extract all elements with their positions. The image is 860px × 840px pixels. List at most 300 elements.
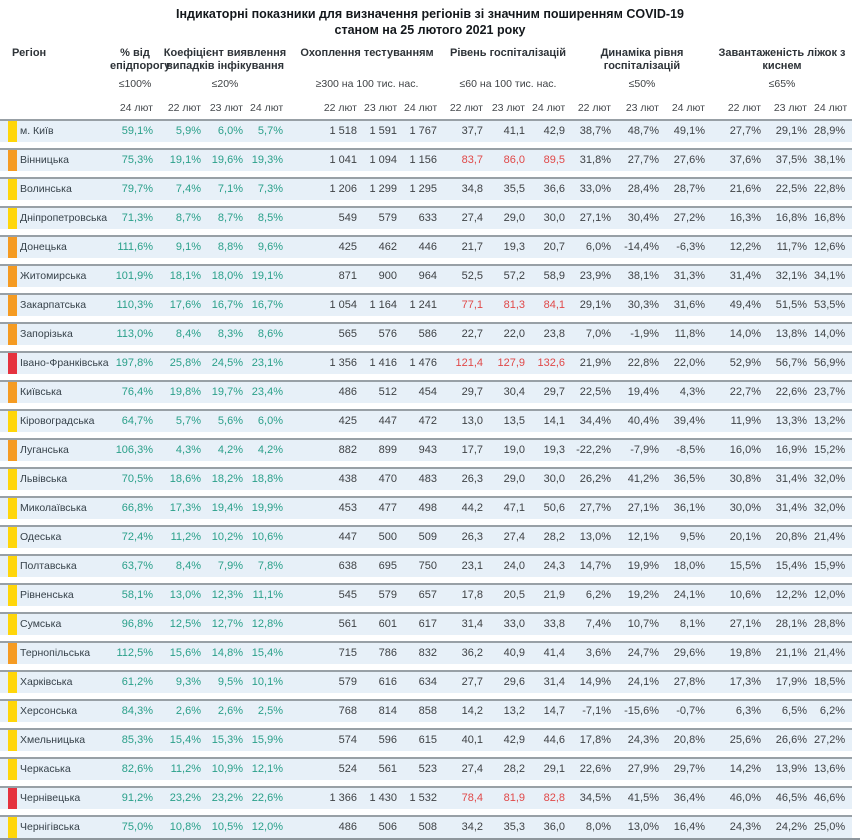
detection-coefficient-value: 23,2% (169, 792, 201, 804)
detection-coefficient-value: 18,1% (169, 270, 201, 282)
hospitalization-level-value: 37,7 (461, 125, 483, 137)
hospitalization-dynamics-value: 34,4% (579, 415, 611, 427)
table-row (0, 235, 852, 258)
detection-coefficient-value: 6,0% (257, 415, 283, 427)
oxygen-beds-occupancy-value: 24,2% (775, 821, 807, 833)
region-name: Івано-Франківська (20, 357, 109, 369)
table-header-dates (0, 102, 852, 114)
testing-coverage-value: 1 767 (409, 125, 437, 137)
hospitalization-level-value: 44,2 (461, 502, 483, 514)
region-name: Черкаська (20, 763, 71, 775)
hospitalization-dynamics-value: 10,7% (627, 618, 659, 630)
testing-coverage-value: 486 (338, 821, 357, 833)
threshold-dynamics: ≤50% (628, 78, 656, 90)
detection-coefficient-value: 7,4% (175, 183, 201, 195)
detection-coefficient-value: 7,3% (257, 183, 283, 195)
detection-coefficient-value: 15,4% (169, 734, 201, 746)
hospitalization-dynamics-value: 22,5% (579, 386, 611, 398)
hospitalization-dynamics-value: 28,4% (627, 183, 659, 195)
oxygen-beds-occupancy-value: 22,5% (775, 183, 807, 195)
column-header-testing-coverage: Охоплення тестуванням (300, 47, 434, 59)
hospitalization-dynamics-value: 6,2% (585, 589, 611, 601)
detection-coefficient-value: 17,3% (169, 502, 201, 514)
region-name: Полтавська (20, 560, 77, 572)
hospitalization-level-value: 19,3 (543, 444, 565, 456)
testing-coverage-value: 512 (378, 386, 397, 398)
detection-coefficient-value: 2,5% (257, 705, 283, 717)
table-row (0, 438, 852, 461)
detection-coefficient-value: 24,5% (211, 357, 243, 369)
oxygen-beds-occupancy-value: 27,2% (814, 734, 846, 746)
status-marker-cell (0, 672, 18, 693)
status-marker-cell (0, 817, 18, 838)
region-name: Чернівецька (20, 792, 81, 804)
hospitalization-level-value: 13,0 (461, 415, 483, 427)
detection-coefficient-value: 9,5% (217, 676, 243, 688)
status-marker-yellow (8, 121, 17, 142)
hospitalization-dynamics-value: 24,1% (627, 676, 659, 688)
epid-threshold-value: 76,4% (121, 386, 153, 398)
testing-coverage-value: 447 (378, 415, 397, 427)
hospitalization-dynamics-value: -0,7% (676, 705, 705, 717)
status-marker-orange (8, 237, 17, 258)
threshold-epid: ≤100% (118, 78, 152, 90)
testing-coverage-value: 1 430 (369, 792, 397, 804)
region-name: Харківська (20, 676, 73, 688)
status-marker-cell (0, 440, 18, 461)
testing-coverage-value: 832 (418, 647, 437, 659)
detection-coefficient-value: 9,3% (175, 676, 201, 688)
detection-coefficient-value: 12,7% (211, 618, 243, 630)
oxygen-beds-occupancy-value: 32,1% (775, 270, 807, 282)
epid-threshold-value: 61,2% (121, 676, 153, 688)
epid-threshold-value: 112,5% (116, 647, 153, 659)
oxygen-beds-occupancy-value: 53,5% (814, 299, 846, 311)
testing-coverage-value: 586 (418, 328, 437, 340)
oxygen-beds-occupancy-value: 30,0% (729, 502, 761, 514)
testing-coverage-value: 814 (378, 705, 397, 717)
region-name: Миколаївська (20, 502, 87, 514)
testing-coverage-value: 657 (418, 589, 437, 601)
hospitalization-level-value: 29,7 (461, 386, 483, 398)
status-marker-cell (0, 179, 18, 200)
testing-coverage-value: 1 532 (409, 792, 437, 804)
hospitalization-dynamics-value: 26,2% (579, 473, 611, 485)
table-row (0, 496, 852, 519)
testing-coverage-value: 1 206 (329, 183, 357, 195)
status-marker-yellow (8, 411, 17, 432)
detection-coefficient-value: 14,8% (211, 647, 243, 659)
hospitalization-level-value: 22,7 (461, 328, 483, 340)
testing-coverage-value: 425 (338, 241, 357, 253)
status-marker-cell (0, 788, 18, 809)
hospitalization-dynamics-value: 27,7% (627, 154, 659, 166)
oxygen-beds-occupancy-value: 14,2% (729, 763, 761, 775)
date-header: 22 лют (727, 102, 761, 114)
table-row (0, 525, 852, 548)
oxygen-beds-occupancy-value: 16,0% (729, 444, 761, 456)
hospitalization-level-value: 89,5 (543, 154, 565, 166)
testing-coverage-value: 899 (378, 444, 397, 456)
testing-coverage-value: 447 (338, 531, 357, 543)
hospitalization-dynamics-value: 27,1% (579, 212, 611, 224)
region-name: Тернопільська (20, 647, 91, 659)
hospitalization-dynamics-value: 14,7% (579, 560, 611, 572)
detection-coefficient-value: 18,6% (169, 473, 201, 485)
oxygen-beds-occupancy-value: 6,2% (819, 705, 845, 717)
oxygen-beds-occupancy-value: 20,1% (729, 531, 761, 543)
status-marker-cell (0, 353, 18, 374)
region-name: Сумська (20, 618, 62, 630)
oxygen-beds-occupancy-value: 21,1% (775, 647, 807, 659)
status-marker-cell (0, 614, 18, 635)
detection-coefficient-value: 22,6% (251, 792, 283, 804)
detection-coefficient-value: 19,9% (251, 502, 283, 514)
oxygen-beds-occupancy-value: 56,7% (775, 357, 807, 369)
testing-coverage-value: 425 (338, 415, 357, 427)
table-row (0, 119, 852, 142)
detection-coefficient-value: 19,8% (169, 386, 201, 398)
hospitalization-dynamics-value: -22,2% (576, 444, 611, 456)
table-row (0, 206, 852, 229)
hospitalization-level-value: 23,8 (543, 328, 565, 340)
oxygen-beds-occupancy-value: 20,8% (775, 531, 807, 543)
table-row (0, 757, 852, 780)
hospitalization-dynamics-value: 29,1% (579, 299, 611, 311)
testing-coverage-value: 768 (338, 705, 357, 717)
hospitalization-level-value: 84,1 (543, 299, 565, 311)
testing-coverage-value: 565 (338, 328, 357, 340)
status-marker-cell (0, 324, 18, 345)
testing-coverage-value: 1 416 (369, 357, 397, 369)
hospitalization-dynamics-value: 29,7% (673, 763, 705, 775)
hospitalization-level-value: 20,5 (503, 589, 525, 601)
oxygen-beds-occupancy-value: 15,9% (814, 560, 846, 572)
hospitalization-dynamics-value: 23,9% (579, 270, 611, 282)
hospitalization-dynamics-value: 19,4% (627, 386, 659, 398)
status-marker-red (8, 353, 17, 374)
date-header: 22 лют (323, 102, 357, 114)
detection-coefficient-value: 15,3% (211, 734, 243, 746)
detection-coefficient-value: 8,4% (175, 328, 201, 340)
table-row (0, 815, 852, 838)
testing-coverage-value: 508 (418, 821, 437, 833)
testing-coverage-value: 616 (378, 676, 397, 688)
oxygen-beds-occupancy-value: 11,9% (730, 415, 761, 427)
table-header-thresholds (0, 78, 852, 90)
testing-coverage-value: 438 (338, 473, 357, 485)
oxygen-beds-occupancy-value: 18,5% (814, 676, 846, 688)
oxygen-beds-occupancy-value: 23,7% (814, 386, 846, 398)
hospitalization-level-value: 78,4 (461, 792, 483, 804)
testing-coverage-value: 545 (338, 589, 357, 601)
testing-coverage-value: 638 (338, 560, 357, 572)
hospitalization-dynamics-value: 6,0% (585, 241, 611, 253)
detection-coefficient-value: 19,4% (211, 502, 243, 514)
hospitalization-dynamics-value: 41,5% (627, 792, 659, 804)
testing-coverage-value: 506 (378, 821, 397, 833)
hospitalization-level-value: 30,0 (543, 473, 565, 485)
region-name: Житомирська (20, 270, 87, 282)
hospitalization-level-value: 26,3 (461, 473, 483, 485)
epid-threshold-value: 113,0% (116, 328, 153, 340)
hospitalization-level-value: 34,2 (461, 821, 483, 833)
oxygen-beds-occupancy-value: 31,4% (775, 473, 807, 485)
hospitalization-level-value: 42,9 (543, 125, 565, 137)
oxygen-beds-occupancy-value: 12,0% (814, 589, 846, 601)
hospitalization-dynamics-value: 19,2% (627, 589, 659, 601)
testing-coverage-value: 1 591 (369, 125, 397, 137)
status-marker-cell (0, 585, 18, 606)
hospitalization-dynamics-value: -14,4% (624, 241, 659, 253)
column-header-region: Регіон (12, 47, 47, 59)
table-header-groups (0, 47, 852, 73)
status-marker-cell (0, 382, 18, 403)
date-header: 23 лют (625, 102, 659, 114)
testing-coverage-value: 486 (338, 386, 357, 398)
epid-threshold-value: 111,6% (117, 241, 153, 253)
hospitalization-dynamics-value: 18,0% (673, 560, 705, 572)
hospitalization-level-value: 29,6 (503, 676, 525, 688)
status-marker-cell (0, 556, 18, 577)
epid-threshold-value: 59,1% (121, 125, 153, 137)
column-header-hospitalization-level: Рівень госпіталізацій (450, 47, 566, 59)
testing-coverage-value: 1 241 (409, 299, 437, 311)
detection-coefficient-value: 10,5% (211, 821, 243, 833)
oxygen-beds-occupancy-value: 27,7% (729, 125, 761, 137)
date-header: 23 лют (364, 102, 398, 114)
region-name: Одеська (20, 531, 62, 543)
testing-coverage-value: 634 (418, 676, 437, 688)
oxygen-beds-occupancy-value: 19,8% (729, 647, 761, 659)
hospitalization-dynamics-value: 27,8% (673, 676, 705, 688)
testing-coverage-value: 561 (338, 618, 357, 630)
hospitalization-level-value: 81,9 (503, 792, 525, 804)
hospitalization-dynamics-value: 30,4% (627, 212, 659, 224)
hospitalization-level-value: 36,6 (543, 183, 565, 195)
status-marker-cell (0, 498, 18, 519)
status-marker-cell (0, 643, 18, 664)
oxygen-beds-occupancy-value: 12,6% (814, 241, 846, 253)
epid-threshold-value: 84,3% (121, 705, 153, 717)
hospitalization-dynamics-value: 31,8% (579, 154, 611, 166)
oxygen-beds-occupancy-value: 14,0% (729, 328, 761, 340)
hospitalization-dynamics-value: 28,7% (673, 183, 705, 195)
hospitalization-level-value: 13,2 (503, 705, 525, 717)
testing-coverage-value: 472 (418, 415, 437, 427)
oxygen-beds-occupancy-value: 25,6% (729, 734, 761, 746)
oxygen-beds-occupancy-value: 31,4% (729, 270, 761, 282)
hospitalization-dynamics-value: 14,9% (579, 676, 611, 688)
hospitalization-level-value: 19,0 (503, 444, 525, 456)
status-marker-cell (0, 730, 18, 751)
status-marker-cell (0, 527, 18, 548)
hospitalization-level-value: 29,1 (543, 763, 565, 775)
hospitalization-level-value: 127,9 (497, 357, 525, 369)
oxygen-beds-occupancy-value: 16,8% (814, 212, 846, 224)
testing-coverage-value: 1 041 (329, 154, 357, 166)
status-marker-orange (8, 643, 17, 664)
epid-threshold-value: 101,9% (115, 270, 153, 282)
testing-coverage-value: 1 156 (409, 154, 437, 166)
detection-coefficient-value: 16,7% (211, 299, 243, 311)
oxygen-beds-occupancy-value: 22,8% (814, 183, 846, 195)
date-header: 23 лют (209, 102, 243, 114)
detection-coefficient-value: 25,8% (169, 357, 201, 369)
date-header: 24 лют (814, 102, 848, 114)
region-name: Київська (20, 386, 62, 398)
testing-coverage-value: 1 054 (329, 299, 357, 311)
detection-coefficient-value: 8,7% (175, 212, 201, 224)
oxygen-beds-occupancy-value: 28,9% (814, 125, 846, 137)
testing-coverage-value: 470 (378, 473, 397, 485)
status-marker-cell (0, 266, 18, 287)
table-row (0, 351, 852, 374)
hospitalization-level-value: 41,1 (503, 125, 525, 137)
hospitalization-level-value: 50,6 (543, 502, 565, 514)
hospitalization-dynamics-value: 31,6% (673, 299, 705, 311)
testing-coverage-value: 615 (418, 734, 437, 746)
hospitalization-dynamics-value: 31,3% (673, 270, 705, 282)
hospitalization-dynamics-value: -6,3% (676, 241, 705, 253)
hospitalization-level-value: 44,6 (543, 734, 565, 746)
oxygen-beds-occupancy-value: 21,4% (814, 531, 846, 543)
hospitalization-dynamics-value: 34,5% (579, 792, 611, 804)
detection-coefficient-value: 15,9% (251, 734, 283, 746)
status-marker-yellow (8, 672, 17, 693)
threshold-coefficient: ≤20% (211, 78, 239, 90)
date-header: 24 лют (250, 102, 284, 114)
status-marker-cell (0, 469, 18, 490)
threshold-testing: ≥300 на 100 тис. нас. (315, 78, 419, 90)
hospitalization-level-value: 42,9 (503, 734, 525, 746)
detection-coefficient-value: 11,1% (252, 589, 283, 601)
hospitalization-level-value: 86,0 (503, 154, 525, 166)
status-marker-yellow (8, 759, 17, 780)
testing-coverage-value: 579 (378, 212, 397, 224)
hospitalization-level-value: 52,5 (461, 270, 483, 282)
hospitalization-dynamics-value: 40,4% (627, 415, 659, 427)
oxygen-beds-occupancy-value: 37,6% (729, 154, 761, 166)
threshold-hospitalization: ≤60 на 100 тис. нас. (459, 78, 557, 90)
oxygen-beds-occupancy-value: 37,5% (775, 154, 807, 166)
detection-coefficient-value: 12,0% (251, 821, 283, 833)
testing-coverage-value: 596 (378, 734, 397, 746)
testing-coverage-value: 462 (378, 241, 397, 253)
hospitalization-dynamics-value: 19,9% (627, 560, 659, 572)
column-header-hospitalization-dynamics: Динаміка рівня госпіталізацій (600, 47, 684, 72)
testing-coverage-value: 601 (378, 618, 397, 630)
date-header: 24 лют (404, 102, 438, 114)
oxygen-beds-occupancy-value: 16,3% (729, 212, 761, 224)
status-marker-yellow (8, 817, 17, 838)
hospitalization-level-value: 24,0 (503, 560, 525, 572)
hospitalization-dynamics-value: 8,0% (585, 821, 611, 833)
hospitalization-dynamics-value: -1,9% (630, 328, 659, 340)
hospitalization-level-value: 82,8 (543, 792, 565, 804)
status-marker-orange (8, 324, 17, 345)
status-marker-yellow (8, 179, 17, 200)
detection-coefficient-value: 5,7% (257, 125, 283, 137)
status-marker-orange (8, 295, 17, 316)
detection-coefficient-value: 23,4% (251, 386, 283, 398)
testing-coverage-value: 1 366 (329, 792, 357, 804)
table-row (0, 554, 852, 577)
detection-coefficient-value: 7,8% (257, 560, 283, 572)
testing-coverage-value: 576 (378, 328, 397, 340)
oxygen-beds-occupancy-value: 49,4% (729, 299, 761, 311)
testing-coverage-value: 1 295 (409, 183, 437, 195)
oxygen-beds-occupancy-value: 25,0% (814, 821, 846, 833)
epid-threshold-value: 70,5% (121, 473, 153, 485)
oxygen-beds-occupancy-value: 17,9% (775, 676, 807, 688)
hospitalization-level-value: 27,4 (461, 212, 483, 224)
testing-coverage-value: 871 (338, 270, 357, 282)
hospitalization-level-value: 77,1 (461, 299, 483, 311)
testing-coverage-value: 1 299 (369, 183, 397, 195)
testing-coverage-value: 549 (338, 212, 357, 224)
testing-coverage-value: 453 (338, 502, 357, 514)
hospitalization-dynamics-value: 9,5% (679, 531, 705, 543)
hospitalization-level-value: 14,1 (543, 415, 565, 427)
hospitalization-level-value: 40,9 (503, 647, 525, 659)
hospitalization-level-value: 81,3 (503, 299, 525, 311)
hospitalization-level-value: 31,4 (461, 618, 483, 630)
hospitalization-level-value: 24,3 (543, 560, 565, 572)
detection-coefficient-value: 10,8% (169, 821, 201, 833)
testing-coverage-value: 509 (418, 531, 437, 543)
hospitalization-level-value: 28,2 (503, 763, 525, 775)
detection-coefficient-value: 19,1% (169, 154, 201, 166)
hospitalization-dynamics-value: 22,6% (579, 763, 611, 775)
detection-coefficient-value: 8,6% (257, 328, 283, 340)
oxygen-beds-occupancy-value: 31,4% (775, 502, 807, 514)
detection-coefficient-value: 2,6% (217, 705, 243, 717)
oxygen-beds-occupancy-value: 6,3% (735, 705, 761, 717)
hospitalization-level-value: 22,0 (503, 328, 525, 340)
hospitalization-dynamics-value: -7,1% (582, 705, 611, 717)
oxygen-beds-occupancy-value: 46,0% (729, 792, 761, 804)
oxygen-beds-occupancy-value: 21,4% (814, 647, 846, 659)
testing-coverage-value: 633 (418, 212, 437, 224)
oxygen-beds-occupancy-value: 11,7% (776, 241, 807, 253)
hospitalization-level-value: 47,1 (503, 502, 525, 514)
detection-coefficient-value: 5,9% (175, 125, 201, 137)
oxygen-beds-occupancy-value: 6,5% (781, 705, 807, 717)
status-marker-yellow (8, 527, 17, 548)
oxygen-beds-occupancy-value: 22,6% (775, 386, 807, 398)
epid-threshold-value: 82,6% (121, 763, 153, 775)
detection-coefficient-value: 15,4% (251, 647, 283, 659)
detection-coefficient-value: 19,6% (211, 154, 243, 166)
status-marker-cell (0, 295, 18, 316)
hospitalization-dynamics-value: 27,1% (627, 502, 659, 514)
hospitalization-dynamics-value: 49,1% (673, 125, 705, 137)
oxygen-beds-occupancy-value: 32,0% (814, 502, 846, 514)
testing-coverage-value: 477 (378, 502, 397, 514)
testing-coverage-value: 500 (378, 531, 397, 543)
hospitalization-dynamics-value: 24,1% (673, 589, 705, 601)
status-marker-yellow (8, 701, 17, 722)
hospitalization-level-value: 121,4 (455, 357, 483, 369)
table-row (0, 148, 852, 171)
testing-coverage-value: 882 (338, 444, 357, 456)
detection-coefficient-value: 8,5% (257, 212, 283, 224)
oxygen-beds-occupancy-value: 16,8% (775, 212, 807, 224)
detection-coefficient-value: 9,1% (175, 241, 201, 253)
oxygen-beds-occupancy-value: 34,1% (814, 270, 846, 282)
hospitalization-level-value: 83,7 (461, 154, 483, 166)
